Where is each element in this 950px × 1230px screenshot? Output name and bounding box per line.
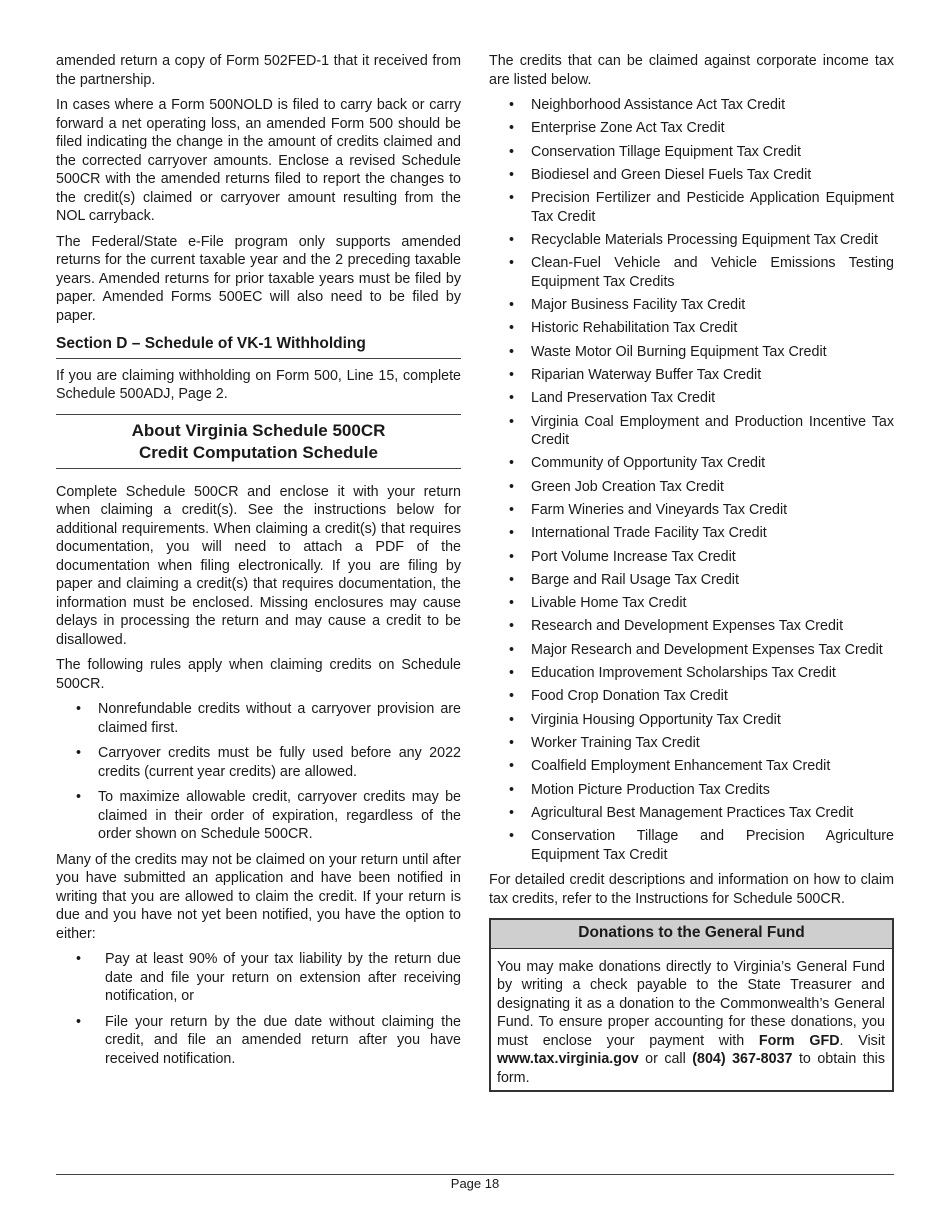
page-number: Page 18 (450, 1176, 500, 1191)
list-item: • To maximize allowable credit, carryover credits may be claimed in their order of expiration, regardless of the order shown on Schedule 500CR. (56, 788, 461, 844)
section-d-body: If you are claiming withholding on Form 500, Line 15, complete Schedule 500ADJ, Page 2. (56, 367, 461, 402)
donation-text-part-3: or call (638, 1051, 693, 1068)
paragraph-complete-500cr: Complete Schedule 500CR and enclose it with your return when claiming a credit(s). See the instructions below for additional requirements. When claiming a credit(s) that requires documentation, you will need to attach a PDF of the documentation when filing electronically. If you are filing by paper and claiming a credit(s) that requires documentation, the information must be enclosed. Missing enclosures may cause delays in processing the return and may cause a credit to be disallowed. (56, 483, 461, 648)
paragraph-application: Many of the credits may not be claimed on your return until after you have submitted an application and have been notified in writing that you are allowed to claim the credit. If your return is due and you have not yet been notified, you have the option to either: (56, 851, 461, 942)
list-item: • Major Business Facility Tax Credit (489, 296, 894, 315)
list-item: • Barge and Rail Usage Tax Credit (489, 571, 894, 590)
footer-divider (56, 1174, 894, 1175)
left-column (56, 52, 461, 1075)
paragraph-partnership: amended return a copy of Form 502FED-1 that it received from the partnership. (56, 53, 461, 88)
list-item: • Riparian Waterway Buffer Tax Credit (489, 366, 894, 385)
list-item: • Land Preservation Tax Credit (489, 389, 894, 408)
paragraph-rules-intro: The following rules apply when claiming credits on Schedule 500CR. (56, 657, 461, 692)
list-item: • Major Research and Development Expenses Tax Credit (489, 641, 894, 660)
list-item: • Pay at least 90% of your tax liability by the return due date and file your return on extension after receiving notification, or (56, 950, 461, 1006)
list-item: • Waste Motor Oil Burning Equipment Tax Credit (489, 343, 894, 362)
list-item: • Livable Home Tax Credit (489, 594, 894, 613)
about-title-line-1: About Virginia Schedule 500CR (131, 420, 386, 440)
paragraph-nold: In cases where a Form 500NOLD is filed to carry back or carry forward a net operating loss, an amended Form 500 should be filed indicating the change in the amount of credits claimed and the corrected carryover amounts. Enclose a revised Schedule 500CR with the amended returns filed to report the changes to the credit(s) claimed or carryover amount resulting from the NOL carryback. (56, 97, 461, 224)
list-item: • Recyclable Materials Processing Equipment Tax Credit (489, 231, 894, 250)
donation-box-title: Donations to the General Fund (491, 920, 892, 949)
list-item: • Historic Rehabilitation Tax Credit (489, 319, 894, 338)
list-item: • Carryover credits must be fully used before any 2022 credits (current year credits) are allowed. (56, 744, 461, 781)
right-column (489, 52, 894, 1092)
donation-box-body (491, 949, 892, 1091)
list-item: • Neighborhood Assistance Act Tax Credit (489, 96, 894, 115)
paragraph-credits-intro: The credits that can be claimed against corporate income tax are listed below. (489, 53, 894, 88)
phone-number: (804) 367-8037 (692, 1051, 793, 1068)
about-title-line-2: Credit Computation Schedule (139, 442, 378, 462)
paragraph-credits-outro: For detailed credit descriptions and information on how to claim tax credits, refer to the Instructions for Schedule 500CR. (489, 872, 894, 907)
list-item: • File your return by the due date without claiming the credit, and file an amended return after you have received notification. (56, 1013, 461, 1069)
list-item: • Research and Development Expenses Tax Credit (489, 617, 894, 636)
donation-text (497, 958, 885, 1088)
list-item: • Precision Fertilizer and Pesticide Application Equipment Tax Credit (489, 189, 894, 226)
list-item: • Enterprise Zone Act Tax Credit (489, 119, 894, 138)
list-item: • Conservation Tillage Equipment Tax Credit (489, 143, 894, 162)
donation-text-part-1: You may make donations directly to Virginia’s General Fund by writing a check payable to the State Treasurer and designating it as a donation to the Commonwealth’s General Fund. To ensure proper accounting for these donations, you must enclose your payment with (497, 958, 885, 1049)
list-item: • Clean-Fuel Vehicle and Vehicle Emissions Testing Equipment Tax Credits (489, 254, 894, 291)
section-d-heading: Section D – Schedule of VK-1 Withholding (56, 335, 461, 359)
paragraph-efile: The Federal/State e-File program only supports amended returns for the current taxable year and the 2 preceding taxable years. Amended returns for prior taxable years must be filed by paper. Amended Forms 500EC will also need to be filed by paper. (56, 233, 461, 324)
rules-list (56, 700, 461, 844)
list-item: • Agricultural Best Management Practices Tax Credit (489, 804, 894, 823)
credits-list (489, 96, 894, 864)
list-item: • Nonrefundable credits without a carryover provision are claimed first. (56, 700, 461, 737)
options-list (56, 950, 461, 1068)
list-item: • Community of Opportunity Tax Credit (489, 454, 894, 473)
list-item: • Port Volume Increase Tax Credit (489, 548, 894, 567)
list-item: • International Trade Facility Tax Credit (489, 524, 894, 543)
list-item: • Food Crop Donation Tax Credit (489, 687, 894, 706)
website-link[interactable]: www.tax.virginia.gov (497, 1051, 639, 1068)
list-item: • Education Improvement Scholarships Tax Credit (489, 664, 894, 683)
donation-text-part-4: to obtain this form. (497, 1051, 885, 1086)
list-item: • Conservation Tillage and Precision Agriculture Equipment Tax Credit (489, 827, 894, 864)
about-500cr-title (56, 414, 461, 469)
form-gfd-name: Form GFD (758, 1032, 840, 1049)
list-item: • Green Job Creation Tax Credit (489, 478, 894, 497)
list-item: • Farm Wineries and Vineyards Tax Credit (489, 501, 894, 520)
list-item: • Coalfield Employment Enhancement Tax Credit (489, 757, 894, 776)
donation-box (489, 918, 894, 1092)
list-item: • Virginia Housing Opportunity Tax Credit (489, 711, 894, 730)
donation-text-part-2: . Visit (839, 1032, 885, 1049)
document-page (56, 52, 894, 1172)
list-item: • Virginia Coal Employment and Production Incentive Tax Credit (489, 413, 894, 450)
list-item: • Worker Training Tax Credit (489, 734, 894, 753)
list-item: • Biodiesel and Green Diesel Fuels Tax Credit (489, 166, 894, 185)
list-item: • Motion Picture Production Tax Credits (489, 781, 894, 800)
